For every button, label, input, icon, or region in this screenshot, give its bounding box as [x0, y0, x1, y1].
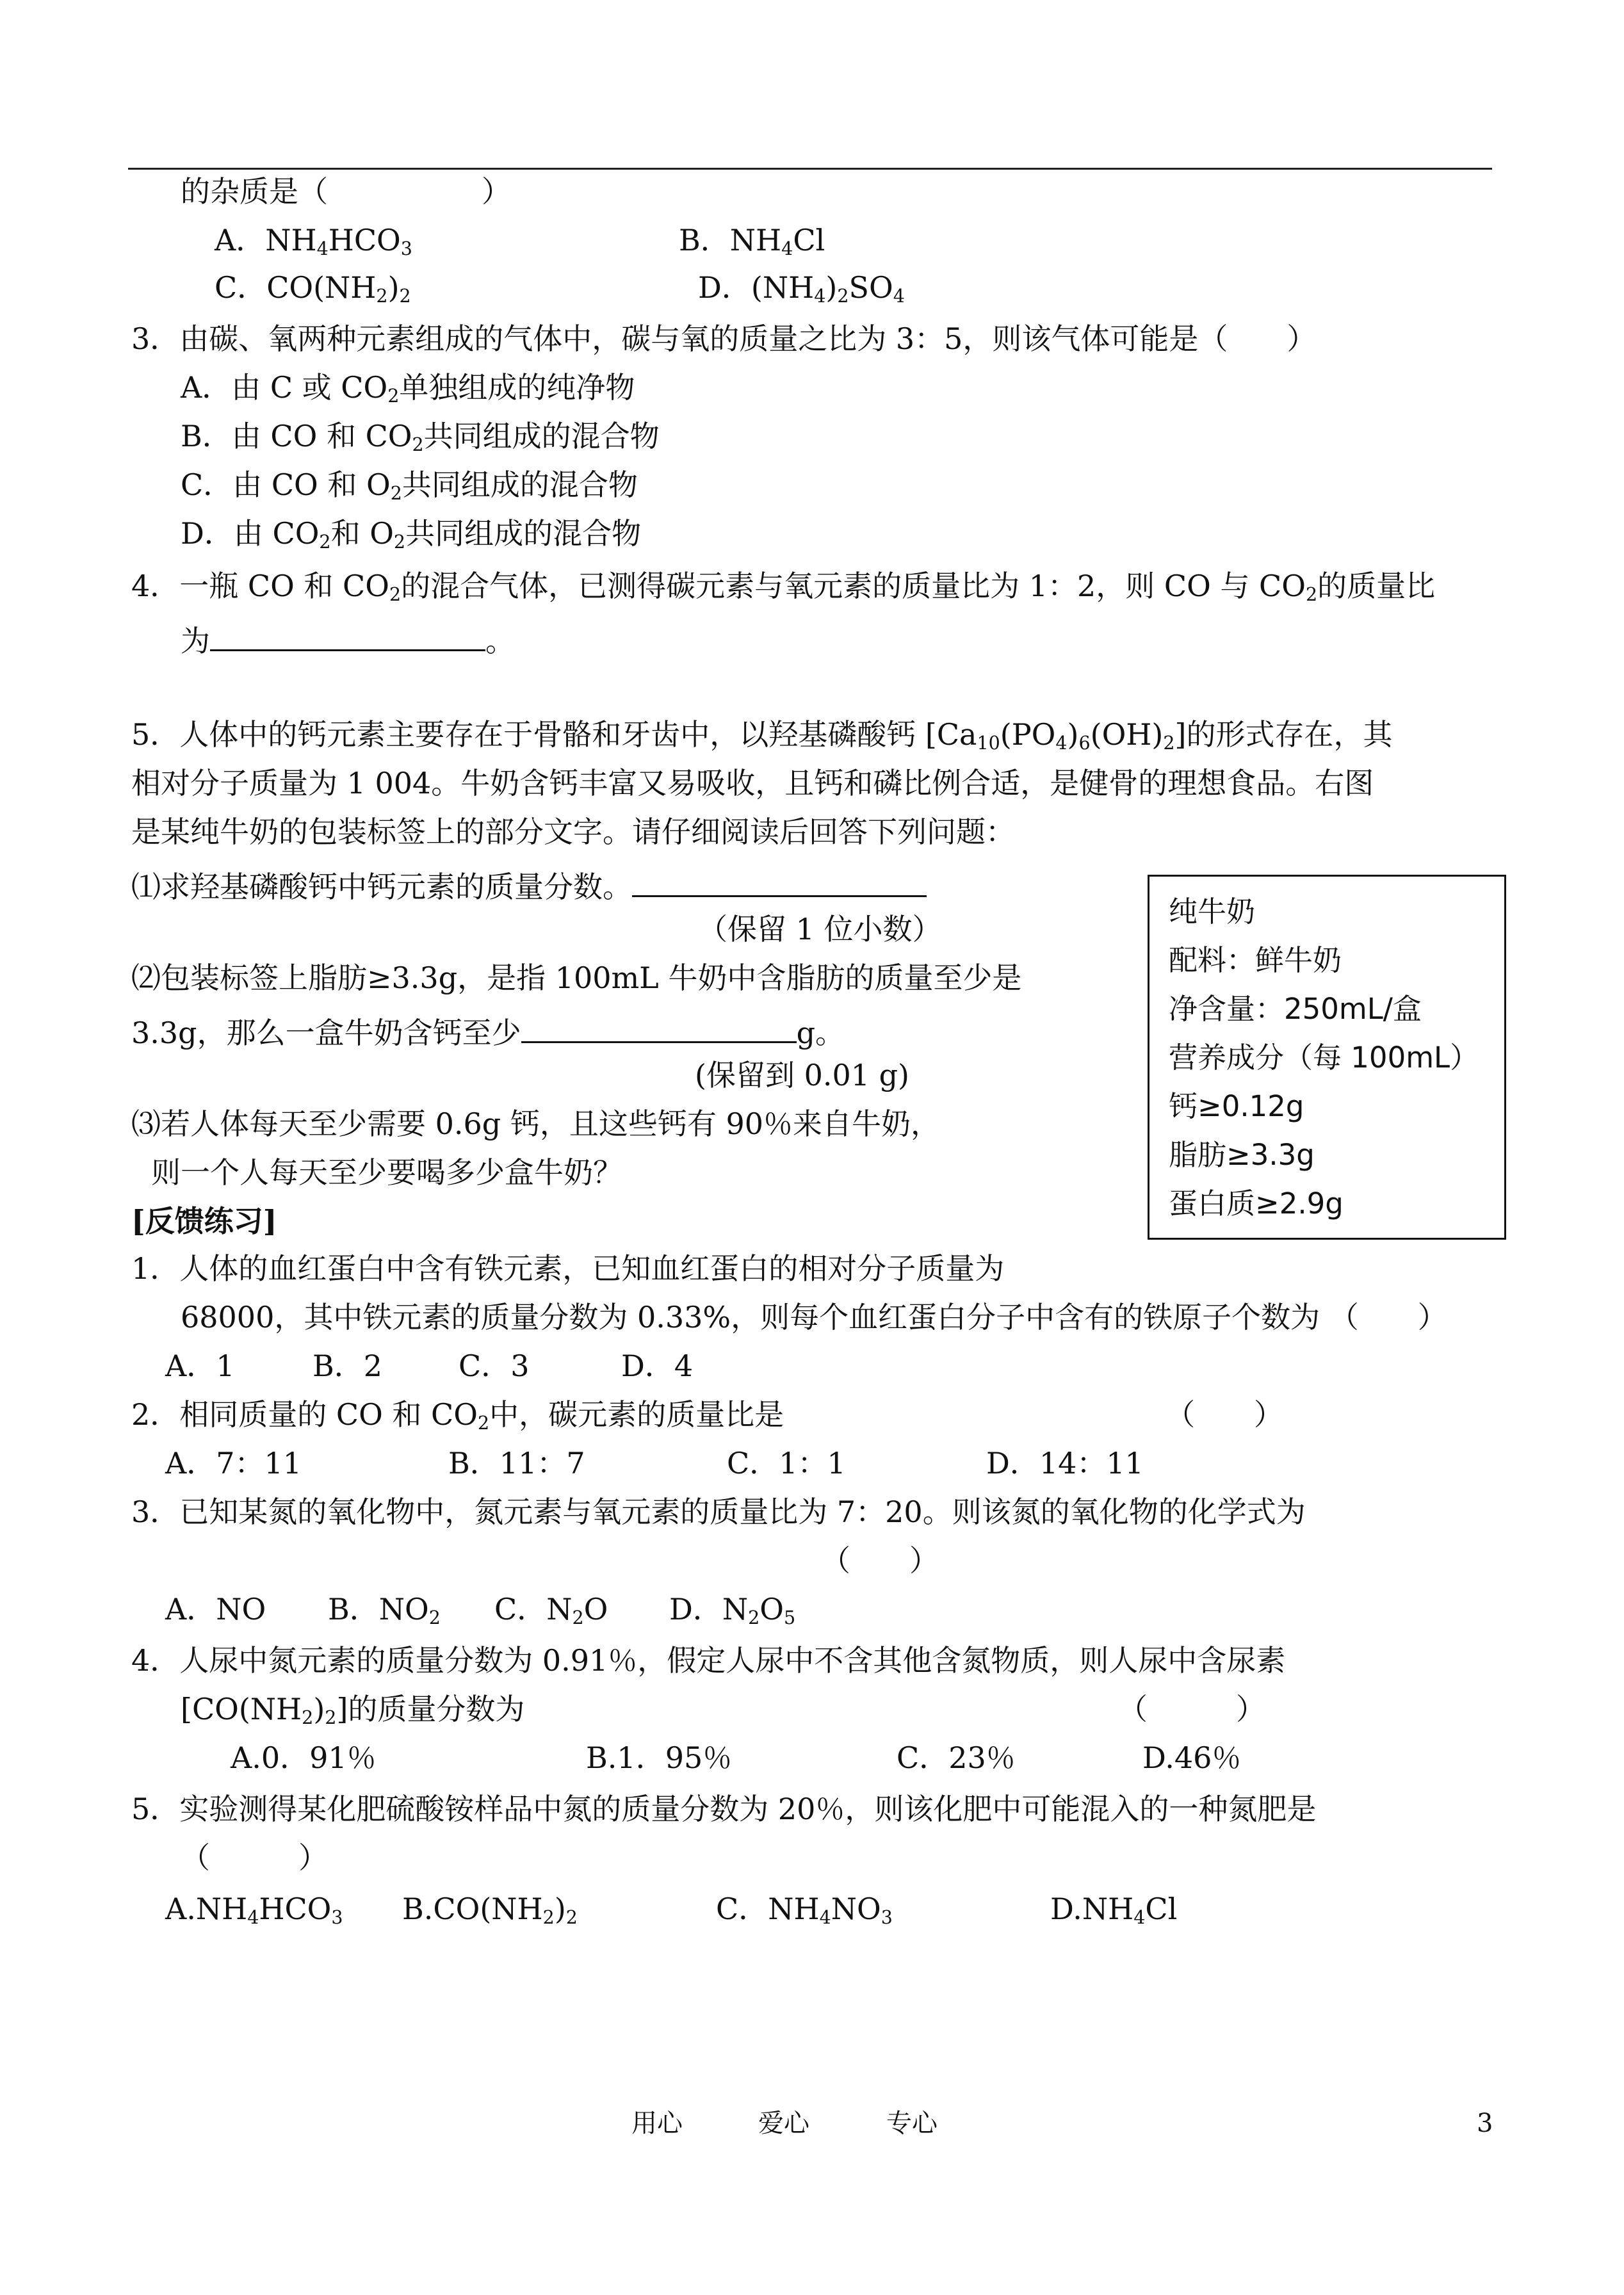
milk-label-box — [1148, 875, 1506, 1240]
label-protein: 蛋白质≥2.9g — [1169, 1187, 1344, 1220]
label-title: 纯牛奶 — [1169, 895, 1256, 929]
footer-word-3: 专心 — [886, 2109, 938, 2138]
f4-paren: （ ） — [1118, 1692, 1265, 1726]
q2-option-d: D．$(NH_4)_2SO_4$ — [698, 270, 905, 307]
q5-part2-note: (保留到 0.01 g) — [695, 1058, 910, 1092]
q3-option-a: A．由 C 或 $CO_2$单独组成的纯净物 — [181, 370, 635, 407]
f3-option-d: D．$N_2O_5$ — [669, 1592, 796, 1629]
q5-part3-line1: ⑶若人体每天至少需要 0.6g 钙，且这些钙有 90％来自牛奶， — [131, 1107, 941, 1141]
f4-option-b: B.1．95％ — [586, 1740, 733, 1775]
f4-line1: 4．人尿中氮元素的质量分数为 0.91％，假定人尿中不含其他含氮物质，则人尿中含尿素 — [131, 1643, 1286, 1678]
f2-option-d: D．14：11 — [986, 1446, 1144, 1480]
f5-paren: （ ） — [181, 1840, 328, 1875]
q5-part1-blank[interactable] — [632, 866, 927, 897]
q4-line1: 4．一瓶 CO 和 $CO_2$的混合气体，已测得碳元素与氧元素的质量比为 1：2，则 CO 与 $CO_2$的质量比 — [131, 569, 1436, 606]
f1-line2: 68000，其中铁元素的质量分数为 0.33%，则每个血红蛋白分子中含有的铁原子个数为 （ ） — [181, 1300, 1447, 1334]
label-calcium: 钙≥0.12g — [1169, 1089, 1304, 1123]
f5-option-b: $B.CO(NH_2)_2$ — [402, 1892, 578, 1929]
q5-part2-line1: ⑵包装标签上脂肪≥3.3g，是指 100mL 牛奶中含脂肪的质量至少是 — [131, 961, 1022, 995]
f5-option-c: C．$NH_4NO_3$ — [716, 1892, 893, 1929]
q4-line2: 为 。 — [181, 620, 515, 656]
q5-line2: 相对分子质量为 1 004。牛奶含钙丰富又易吸收，且钙和磷比例合适，是健骨的理想食品。右图 — [131, 766, 1374, 800]
q5-part1-note: （保留 1 位小数） — [698, 912, 942, 946]
q4-answer-blank[interactable] — [210, 620, 485, 651]
f5-option-a: $A.NH_4HCO_3$ — [165, 1892, 343, 1929]
label-nutrition-header: 营养成分（每 100mL） — [1169, 1041, 1479, 1075]
f5-option-d: $D.NH_4Cl$ — [1050, 1892, 1178, 1929]
f1-option-c: C．3 — [459, 1349, 530, 1383]
f1-option-a: A．1 — [165, 1349, 235, 1383]
f3-option-b: B．$NO_2$ — [328, 1592, 441, 1629]
label-ingredients: 配料：鲜牛奶 — [1169, 943, 1342, 977]
label-net-content: 净含量：250mL/盒 — [1169, 992, 1422, 1026]
page-number: 3 — [1477, 2109, 1493, 2138]
q5-line3: 是某纯牛奶的包装标签上的部分文字。请仔细阅读后回答下列问题： — [131, 815, 1015, 849]
f2-option-b: B．11：7 — [448, 1446, 585, 1480]
f3-option-c: C．$N_2O$ — [494, 1592, 608, 1629]
f5-line1: 5．实验测得某化肥硫酸铵样品中氮的质量分数为 20％，则该化肥中可能混入的一种氮肥是 — [131, 1792, 1317, 1826]
q3-stem: 3．由碳、氧两种元素组成的气体中，碳与氧的质量之比为 3：5，则该气体可能是（ ） — [131, 321, 1317, 356]
footer-word-2: 爱心 — [758, 2109, 809, 2138]
q3-option-c: C．由 CO 和 $O_2$共同组成的混合物 — [181, 467, 638, 505]
q5-part1: ⑴求羟基磷酸钙中钙元素的质量分数。 — [131, 866, 927, 902]
f2-option-c: C．1：1 — [727, 1446, 846, 1480]
f1-line1: 1．人体的血红蛋白中含有铁元素，已知血红蛋白的相对分子质量为 — [131, 1251, 1005, 1286]
f3-option-a: A．NO — [165, 1592, 266, 1626]
feedback-title: [反馈练习] — [131, 1204, 277, 1238]
f4-option-c: C．23％ — [897, 1740, 1016, 1775]
f2-paren: （ ） — [1165, 1397, 1283, 1432]
f4-option-a: A.0．91％ — [231, 1740, 377, 1775]
f3-stem: 3．已知某氮的氧化物中，氮元素与氧元素的质量比为 7：20。则该氮的氧化物的化学式为 — [131, 1495, 1306, 1529]
q2-option-a: A．$NH_4HCO_3$ — [215, 223, 412, 260]
q3-option-b: B．由 CO 和 $CO_2$共同组成的混合物 — [181, 419, 660, 456]
footer-word-1: 用心 — [631, 2109, 683, 2138]
f3-paren: （ ） — [821, 1543, 939, 1578]
q5-part2-blank[interactable] — [521, 1012, 797, 1043]
label-fat: 脂肪≥3.3g — [1169, 1138, 1315, 1172]
q5-part2-line2: 3.3g，那么一盒牛奶含钙至少 g。 — [131, 1012, 845, 1048]
q5-part3-line2: 则一个人每天至少要喝多少盒牛奶？ — [151, 1155, 622, 1190]
q2-option-b: B．$NH_4Cl$ — [679, 223, 825, 260]
f4-option-d: D.46％ — [1142, 1740, 1242, 1775]
f2-stem: 2．相同质量的 CO 和 $CO_2$中，碳元素的质量比是 — [131, 1397, 784, 1434]
f4-line2: $[CO(NH_2)_2]$的质量分数为 — [181, 1692, 525, 1729]
q2-tail: 的杂质是（ ） — [181, 174, 511, 209]
q5-line1: 5．人体中的钙元素主要存在于骨骼和牙齿中，以羟基磷酸钙 $[Ca_{10}(PO_4)_6(OH)_2]$的形式存在，其 — [131, 717, 1393, 754]
q2-option-c: C．$CO(NH_2)_2$ — [215, 270, 411, 307]
f1-option-b: B．2 — [313, 1349, 383, 1383]
header-rule — [128, 168, 1492, 170]
f1-option-d: D．4 — [621, 1349, 694, 1383]
q3-option-d: D．由 $CO_2$和 $O_2$共同组成的混合物 — [181, 516, 642, 553]
f2-option-a: A．7：11 — [165, 1446, 302, 1480]
